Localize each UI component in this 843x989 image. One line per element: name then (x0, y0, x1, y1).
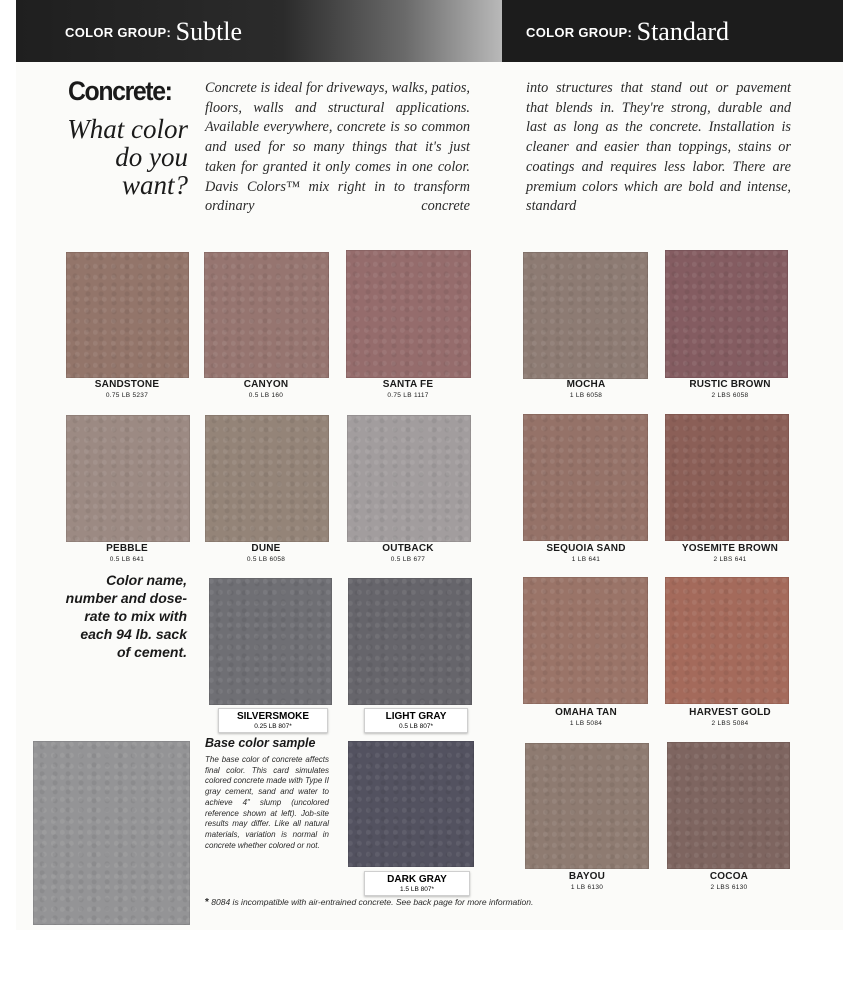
label-outback (318, 543, 498, 564)
swatch-name: MOCHA (566, 379, 606, 390)
swatch-name: OMAHA TAN (555, 707, 617, 718)
label-yosemite-brown (640, 543, 820, 564)
swatch-dose: 1.5 LB 807* (400, 886, 434, 893)
swatch-dose: 0.75 LB 1117 (387, 392, 429, 399)
label-silversmoke (218, 708, 328, 733)
swatch-sequoia-sand (523, 414, 648, 541)
swatch-dose: 1 LB 641 (571, 556, 601, 563)
swatch-dose: 2 LBS 5084 (711, 720, 749, 727)
header-subtle-title (65, 17, 242, 47)
swatch-dune (205, 415, 329, 542)
intro-left-paragraph: Concrete is ideal for driveways, walks, patios, floors, walls and structural applications. Available everywhere, concrete is so common and used for so many things that it's just taken for granted it only comes in one color. Davis Colors™ mix right in to transform ordinary concrete (205, 80, 470, 215)
base-sample-title: Base color sample (205, 736, 316, 750)
swatch-name: SANTA FE (382, 379, 434, 390)
swatch-dose: 0.5 LB 677 (390, 556, 426, 563)
swatch-santa-fe (346, 250, 471, 378)
swatch-rustic-brown (665, 250, 788, 378)
footnote-star: * (205, 897, 209, 908)
swatch-dark-gray (348, 741, 474, 867)
swatch-light-gray (348, 578, 472, 705)
swatch-name: COCOA (709, 871, 749, 882)
header-subtle-group-name: Subtle (175, 17, 243, 46)
intro-right-paragraph: into structures that stand out or pavement that blends in. They're strong, durable and last as long as the concrete. Installation is cleaner and easier than toppings, stains or coatings and requires less labor. There are premium colors which are bold and intense, standard (526, 80, 791, 215)
swatch-name: DUNE (251, 543, 281, 554)
intro-text-left (205, 79, 470, 217)
color-info-callout: Color name, number and dose-rate to mix with each 94 lb. sack of cement. (65, 572, 187, 660)
swatch-name: LIGHT GRAY (385, 711, 447, 722)
swatch-sandstone (66, 252, 189, 378)
swatch-dose: 1 LB 6130 (570, 884, 604, 891)
label-santa-fe (318, 379, 498, 400)
swatch-mocha (523, 252, 648, 379)
header-standard-group-label: COLOR GROUP: (526, 25, 633, 40)
swatch-dose: 2 LBS 6130 (710, 884, 748, 891)
swatch-dose: 2 LBS 6058 (711, 392, 749, 399)
swatch-name: SILVERSMOKE (236, 711, 310, 722)
swatch-name: RUSTIC BROWN (689, 379, 771, 390)
swatch-dose: 2 LBS 641 (713, 556, 747, 563)
swatch-name: DARK GRAY (387, 874, 447, 885)
footnote-text: 8084 is incompatible with air-entrained concrete. See back page for more information. (211, 897, 534, 907)
swatch-name: SEQUOIA SAND (546, 543, 626, 554)
swatch-name: HARVEST GOLD (689, 707, 771, 718)
swatch-dose: 1 LB 6058 (569, 392, 603, 399)
swatch-silversmoke (209, 578, 332, 705)
header-subtle-group-label: COLOR GROUP: (65, 25, 172, 40)
label-rustic-brown (640, 379, 820, 400)
label-harvest-gold (640, 707, 820, 728)
label-light-gray (364, 708, 468, 733)
swatch-omaha-tan (523, 577, 648, 704)
swatch-dose: 0.5 LB 807* (399, 723, 433, 730)
intro-text-right (526, 79, 791, 217)
header-subtle-bar (16, 0, 502, 62)
swatch-dose: 0.5 LB 641 (109, 556, 145, 563)
swatch-cocoa (667, 742, 790, 869)
swatch-name: PEBBLE (106, 543, 148, 554)
swatch-dose: 0.5 LB 160 (248, 392, 284, 399)
header-standard-group-name: Standard (636, 17, 730, 46)
swatch-name: SANDSTONE (94, 379, 160, 390)
header-standard-bar (502, 0, 843, 62)
base-sample-description: The base color of concrete affects final color. This card simulates colored concrete made with Type II gray cement, sand and water to achieve 4" slump (uncolored reference shown at left). Job-site results may differ. Like all natural materials, variation is normal in concrete whether colored or not. (205, 755, 329, 850)
swatch-canyon (204, 252, 329, 378)
header-standard-title (526, 17, 729, 47)
page-title: Concrete: (68, 76, 172, 106)
swatch-dose: 0.25 LB 807* (254, 723, 292, 730)
swatch-dose: 1 LB 5084 (569, 720, 603, 727)
page-subtitle: What color do you want? (67, 114, 188, 200)
swatch-outback (347, 415, 471, 542)
swatch-harvest-gold (665, 577, 789, 704)
swatch-bayou (525, 743, 649, 869)
swatch-dose: 0.75 LB 5237 (105, 392, 149, 399)
swatch-name: OUTBACK (382, 543, 434, 554)
footnote (205, 897, 533, 908)
label-cocoa (639, 871, 819, 892)
label-dark-gray (364, 871, 470, 896)
base-color-sample-swatch (33, 741, 190, 925)
swatch-name: YOSEMITE BROWN (681, 543, 779, 554)
swatch-name: BAYOU (568, 871, 606, 882)
swatch-dose: 0.5 LB 6058 (246, 556, 286, 563)
swatch-pebble (66, 415, 190, 542)
swatch-yosemite-brown (665, 414, 789, 541)
swatch-name: CANYON (243, 379, 289, 390)
